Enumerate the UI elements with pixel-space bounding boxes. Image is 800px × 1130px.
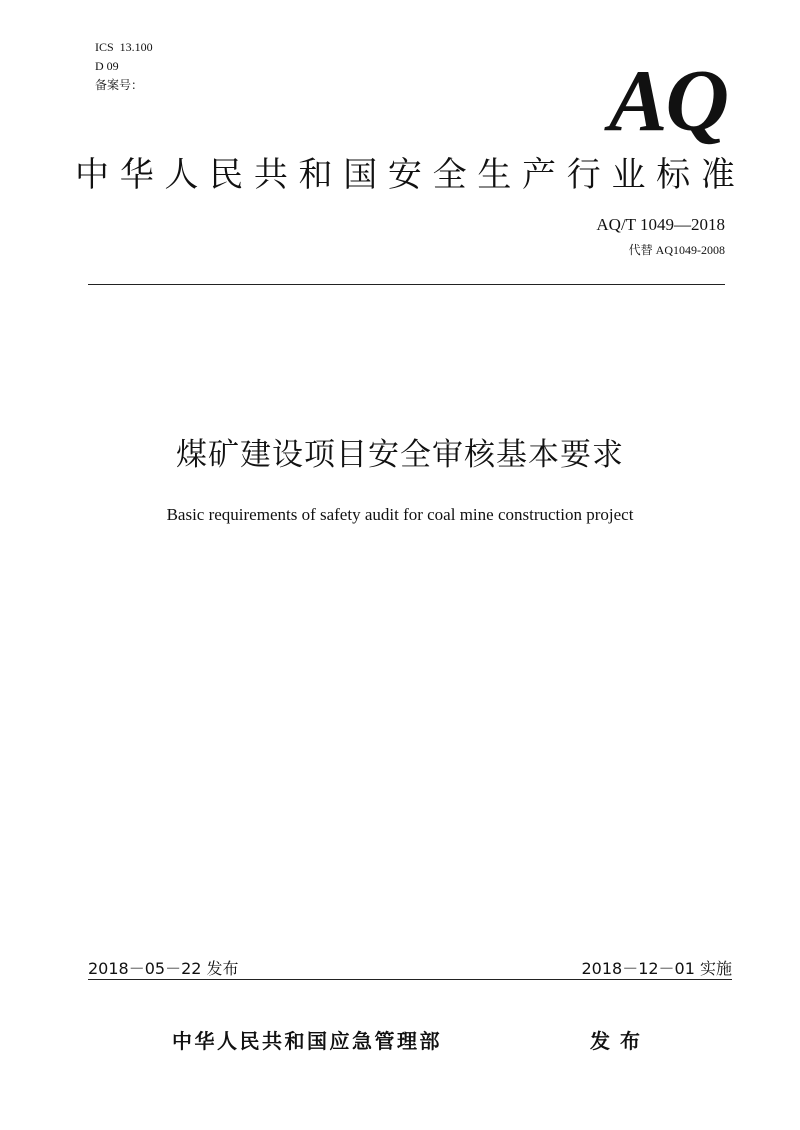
banner-char: 民 xyxy=(209,155,244,195)
issue-action: 发布 xyxy=(590,1029,650,1053)
standard-category-banner xyxy=(75,155,735,195)
replaced-standard: 代替 AQ1049-2008 xyxy=(628,243,725,257)
banner-char: 和 xyxy=(298,155,333,195)
bottom-divider xyxy=(88,979,732,980)
aq-logo: AQ xyxy=(608,53,727,150)
ccs-code: D 09 xyxy=(95,59,119,73)
issuing-authority: 中华人民共和国应急管理部 xyxy=(172,1029,442,1053)
filing-number-label: 备案号： xyxy=(95,78,144,92)
banner-char: 共 xyxy=(253,155,288,195)
banner-char: 业 xyxy=(611,155,646,195)
effective-date: 2018－12－01 实施 xyxy=(581,959,732,978)
header-metadata xyxy=(95,38,153,95)
document-title-chinese: 煤矿建设项目安全审核基本要求 xyxy=(176,437,624,473)
banner-char: 标 xyxy=(656,155,691,195)
banner-char: 中 xyxy=(75,155,109,195)
standard-number: AQ/T 1049—2018 xyxy=(596,215,725,234)
banner-char: 行 xyxy=(566,155,601,195)
banner-char: 生 xyxy=(477,155,512,195)
banner-char: 华 xyxy=(119,155,154,195)
issue-date: 2018－05－22 发布 xyxy=(88,959,239,978)
banner-char: 全 xyxy=(432,155,467,195)
ics-code: ICS 13.100 xyxy=(95,40,153,54)
banner-char: 准 xyxy=(700,155,735,195)
top-divider xyxy=(88,284,725,285)
banner-char: 安 xyxy=(387,155,422,195)
banner-char: 人 xyxy=(164,155,199,195)
document-title-english: Basic requirements of safety audit for coal mine construction project xyxy=(166,505,634,524)
banner-char: 国 xyxy=(343,155,378,195)
banner-char: 产 xyxy=(522,155,557,195)
